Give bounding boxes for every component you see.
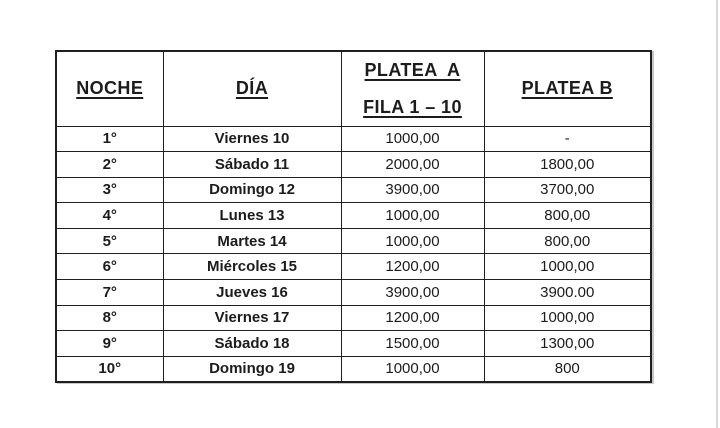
cell-platea-b: 800 [484,356,651,382]
header-platea-b-label: PLATEA B [521,78,613,99]
cell-platea-b: 1000,00 [484,305,651,331]
table-row [56,228,651,254]
cell-platea-a: 1000,00 [341,126,484,152]
cell-noche: 4° [56,203,163,229]
cell-platea-b: 3700,00 [484,177,651,203]
cell-dia: Domingo 19 [163,356,341,382]
header-platea-a-line2: FILA 1 – 10 [363,96,462,117]
cell-dia: Lunes 13 [163,203,341,229]
cell-dia: Viernes 10 [163,126,341,152]
header-platea-a-stack [342,60,484,118]
cell-platea-a: 3900,00 [341,177,484,203]
cell-noche: 7° [56,280,163,306]
cell-noche: 2° [56,152,163,178]
cell-dia: Miércoles 15 [163,254,341,280]
cell-platea-b: 1000,00 [484,254,651,280]
cell-platea-a: 1200,00 [341,305,484,331]
cell-noche: 1° [56,126,163,152]
cell-noche: 5° [56,228,163,254]
table-row [56,126,651,152]
cell-platea-a: 2000,00 [341,152,484,178]
header-dia [163,51,341,126]
cell-noche: 3° [56,177,163,203]
header-noche-label: NOCHE [76,78,144,99]
cell-platea-a: 1000,00 [341,228,484,254]
cell-dia: Sábado 18 [163,331,341,357]
cell-noche: 6° [56,254,163,280]
table-row [56,152,651,178]
cell-dia: Martes 14 [163,228,341,254]
table-row [56,254,651,280]
cell-dia: Sábado 11 [163,152,341,178]
cell-dia: Jueves 16 [163,280,341,306]
table-row [56,177,651,203]
header-platea-a-line1: PLATEA A [364,59,461,80]
cell-platea-a: 1500,00 [341,331,484,357]
cell-platea-b: 1800,00 [484,152,651,178]
table-row [56,356,651,382]
table-row [56,331,651,357]
price-table [55,50,652,383]
cell-platea-a: 1000,00 [341,356,484,382]
cell-platea-a: 1000,00 [341,203,484,229]
cell-platea-a: 1200,00 [341,254,484,280]
cell-platea-b: 800,00 [484,203,651,229]
table-row [56,280,651,306]
header-dia-label: DÍA [235,78,269,99]
cell-noche: 10° [56,356,163,382]
page-edge-line [716,0,718,428]
header-row [56,51,651,126]
cell-noche: 9° [56,331,163,357]
cell-platea-b: 3900.00 [484,280,651,306]
table-row [56,203,651,229]
cell-dia: Viernes 17 [163,305,341,331]
cell-noche: 8° [56,305,163,331]
cell-platea-a: 3900,00 [341,280,484,306]
header-platea-a [341,51,484,126]
table-row [56,305,651,331]
header-platea-b [484,51,651,126]
cell-dia: Domingo 12 [163,177,341,203]
cell-platea-b: 800,00 [484,228,651,254]
cell-platea-b: - [484,126,651,152]
header-noche [56,51,163,126]
cell-platea-b: 1300,00 [484,331,651,357]
